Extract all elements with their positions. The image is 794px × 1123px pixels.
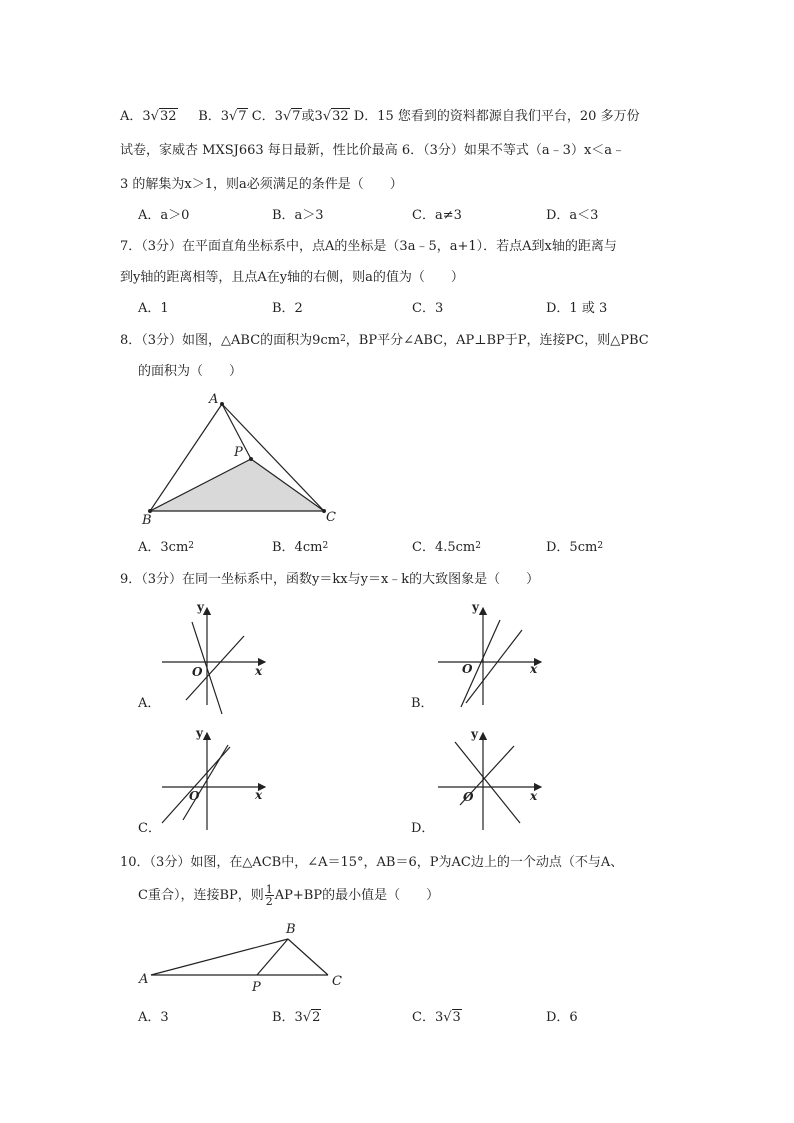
q10-option-a: A．3 bbox=[138, 1010, 169, 1025]
q9-option-c: C． bbox=[138, 821, 161, 836]
q10-label-b: B bbox=[286, 922, 296, 937]
q9-b-label-y: y bbox=[472, 600, 479, 614]
q10-line2: C重合），连接BP，则 $\frac{1}{2}$ AP+BP的最小值是（ ） bbox=[138, 883, 440, 908]
q9-c-label-x: x bbox=[255, 788, 263, 802]
q10-label-p: P bbox=[252, 980, 261, 995]
q5-opt-b: B．3√7 bbox=[198, 109, 247, 124]
q8-label-a: A bbox=[209, 392, 219, 407]
q9-c-label-y: y bbox=[196, 726, 203, 740]
q7-option-b: B．2 bbox=[272, 301, 303, 316]
q7-option-c: C．3 bbox=[412, 301, 444, 316]
segment-ab bbox=[151, 939, 288, 975]
q5-line3: 3 的解集为x＞1，则a必须满足的条件是（ ） bbox=[120, 177, 403, 192]
q9-d-label-y: y bbox=[471, 727, 478, 741]
q9-c-label-o: O bbox=[189, 789, 200, 803]
q9-option-b: B． bbox=[411, 696, 434, 711]
q10-fraction: $\frac{1}{2}$ bbox=[265, 883, 273, 908]
q8-label-c: C bbox=[326, 510, 336, 525]
q5-opt-a: A．3√32 bbox=[120, 109, 177, 124]
q5-line1-tail: D．15 您看到的资料都源自我们平台，20 多万份 bbox=[353, 109, 640, 124]
q9-a-label-y: y bbox=[197, 600, 204, 614]
q9-a-label-o: O bbox=[192, 665, 203, 679]
q8-option-b: B．$4cm^2$ bbox=[272, 540, 329, 555]
q9-b-label-o: O bbox=[462, 662, 473, 676]
q10-line1: 10．（3分）如图，在△ACB中，∠A＝15°，AB＝6，P为AC边上的一个动点（不与A、 bbox=[120, 855, 624, 870]
q7-option-d: D．1 或 3 bbox=[546, 301, 608, 316]
q6-option-d: D．a＜3 bbox=[546, 208, 599, 223]
q10-label-a: A bbox=[139, 972, 149, 987]
q8-label-p: P bbox=[234, 445, 243, 460]
q9-d-label-o: O bbox=[463, 790, 474, 804]
q10-option-d: D．6 bbox=[546, 1010, 578, 1025]
q9-d-label-x: x bbox=[530, 789, 538, 803]
q8-option-d: D．$5cm^2$ bbox=[546, 540, 604, 555]
q10-option-b: B．3√2 bbox=[272, 1010, 321, 1025]
q10-options bbox=[138, 1008, 678, 1028]
q8-line2: 的面积为（ ） bbox=[138, 364, 243, 379]
q8-option-c: C．$4.5cm^2$ bbox=[412, 540, 481, 555]
q9-a-label-x: x bbox=[255, 664, 263, 678]
q5-line2: 试卷，家威杏 MXSJ663 每日最新，性比价最高 6．（3分）如果不等式（a﹣3）x＜a﹣ bbox=[120, 143, 626, 158]
q10-option-c: C．3√3 bbox=[412, 1010, 461, 1025]
q10-label-c: C bbox=[332, 974, 342, 989]
q9-option-d: D． bbox=[411, 821, 435, 836]
q6-option-b: B．a＞3 bbox=[272, 208, 324, 223]
q8-line1: 8．（3分）如图，△ABC的面积为$9cm^2$，BP平分∠ABC，AP⊥BP于P，连接PC，则△PBC bbox=[120, 333, 649, 348]
q7-line1: 7．（3分）在平面直角坐标系中，点A的坐标是（3a﹣5，a+1）．若点A到x轴的距离与 bbox=[120, 239, 617, 254]
segment-bc bbox=[288, 939, 328, 975]
q7-option-a: A．1 bbox=[138, 301, 169, 316]
q5-opt-c: C．3√7或3√32 bbox=[251, 109, 349, 124]
q9-line1: 9．（3分）在同一坐标系中，函数y＝kx与y＝x﹣k的大致图象是（ ） bbox=[120, 572, 540, 587]
q8-option-a: A．$3cm^2$ bbox=[138, 540, 195, 555]
segment-bp bbox=[257, 939, 288, 975]
q6-option-a: A．a＞0 bbox=[138, 208, 190, 223]
q6-option-c: C．a≠3 bbox=[412, 208, 462, 223]
q9-option-a: A． bbox=[138, 696, 161, 711]
q7-line2: 到y轴的距离相等，且点A在y轴的右侧，则a的值为（ ） bbox=[120, 270, 464, 285]
q8-label-b: B bbox=[142, 513, 152, 528]
q9-b-label-x: x bbox=[530, 662, 538, 676]
